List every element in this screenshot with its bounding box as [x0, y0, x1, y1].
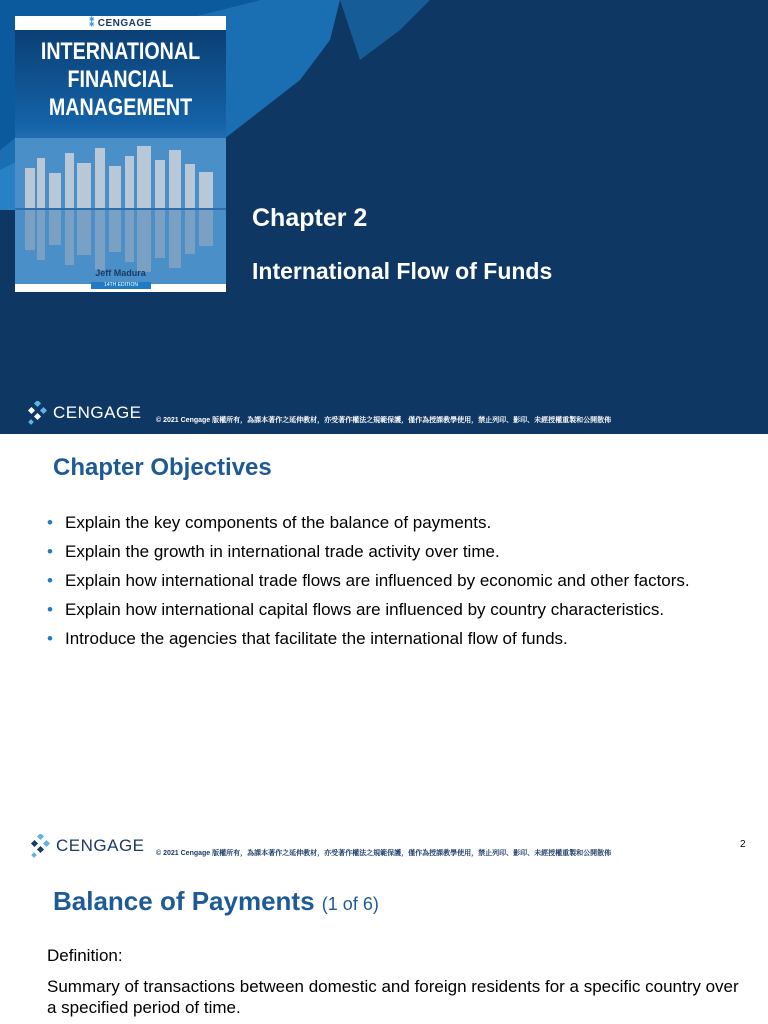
bullet-icon: • [47, 542, 53, 561]
book-edition-badge: 14TH EDITION [91, 282, 151, 289]
cengage-mark-icon [27, 401, 49, 425]
bullet-icon: • [47, 629, 53, 648]
book-cover [15, 16, 226, 292]
chapter-number: Chapter 2 [252, 204, 368, 232]
list-item: • Explain the key components of the balance of payments. [47, 513, 492, 532]
city-skyline-image [15, 138, 226, 284]
definition-label: Definition: [47, 946, 123, 965]
bullet-icon: • [47, 600, 53, 619]
slide-title: Chapter Objectives [53, 454, 272, 481]
slide-title-suffix: (1 of 6) [321, 894, 379, 914]
book-author: Jeff Madura [95, 268, 146, 278]
list-item: • Explain how international capital flows are influenced by country characteristics. [47, 600, 665, 619]
title-slide [0, 0, 768, 434]
page-number: 2 [740, 839, 746, 850]
copyright-notice: © 2021 Cengage 版權所有，為課本著作之延伸教材，亦受著作權法之規範保護，僅作為授課教學使用，禁止列印、影印、未經授權重製和公開散佈 [156, 850, 612, 857]
definition-text: Summary of transactions between domestic and foreign residents for a specific country over a specified period of time. [47, 977, 739, 1017]
slide-footer [0, 398, 768, 428]
list-item: • Explain how international trade flows are influenced by economic and other factors. [47, 571, 690, 590]
objectives-slide [0, 434, 768, 864]
cengage-logo [27, 401, 142, 425]
book-title: INTERNATIONAL FINANCIAL MANAGEMENT [40, 38, 201, 121]
slide-title: Balance of Payments (1 of 6) [53, 886, 379, 916]
cengage-mark-icon [30, 834, 52, 858]
list-item: • Explain the growth in international trade activity over time. [47, 542, 500, 561]
logo-text: CENGAGE [56, 836, 145, 855]
book-publisher: ⁑ CENGAGE [89, 18, 152, 29]
cengage-logo [30, 834, 145, 858]
balance-of-payments-slide [0, 864, 768, 1024]
objectives-list [47, 512, 737, 657]
list-item: • Introduce the agencies that facilitate the international flow of funds. [47, 629, 568, 648]
logo-text: CENGAGE [53, 403, 142, 422]
chapter-title: International Flow of Funds [252, 258, 553, 284]
book-cover-art [15, 30, 226, 280]
cengage-logo-icon: ⁑ [89, 18, 95, 29]
bullet-icon: • [47, 571, 53, 590]
copyright-notice: © 2021 Cengage 版權所有，為課本著作之延伸教材，亦受著作權法之規範保護，僅作為授課教學使用，禁止列印、影印、未經授權重製和公開散佈 [156, 417, 612, 424]
bullet-icon: • [47, 513, 53, 532]
